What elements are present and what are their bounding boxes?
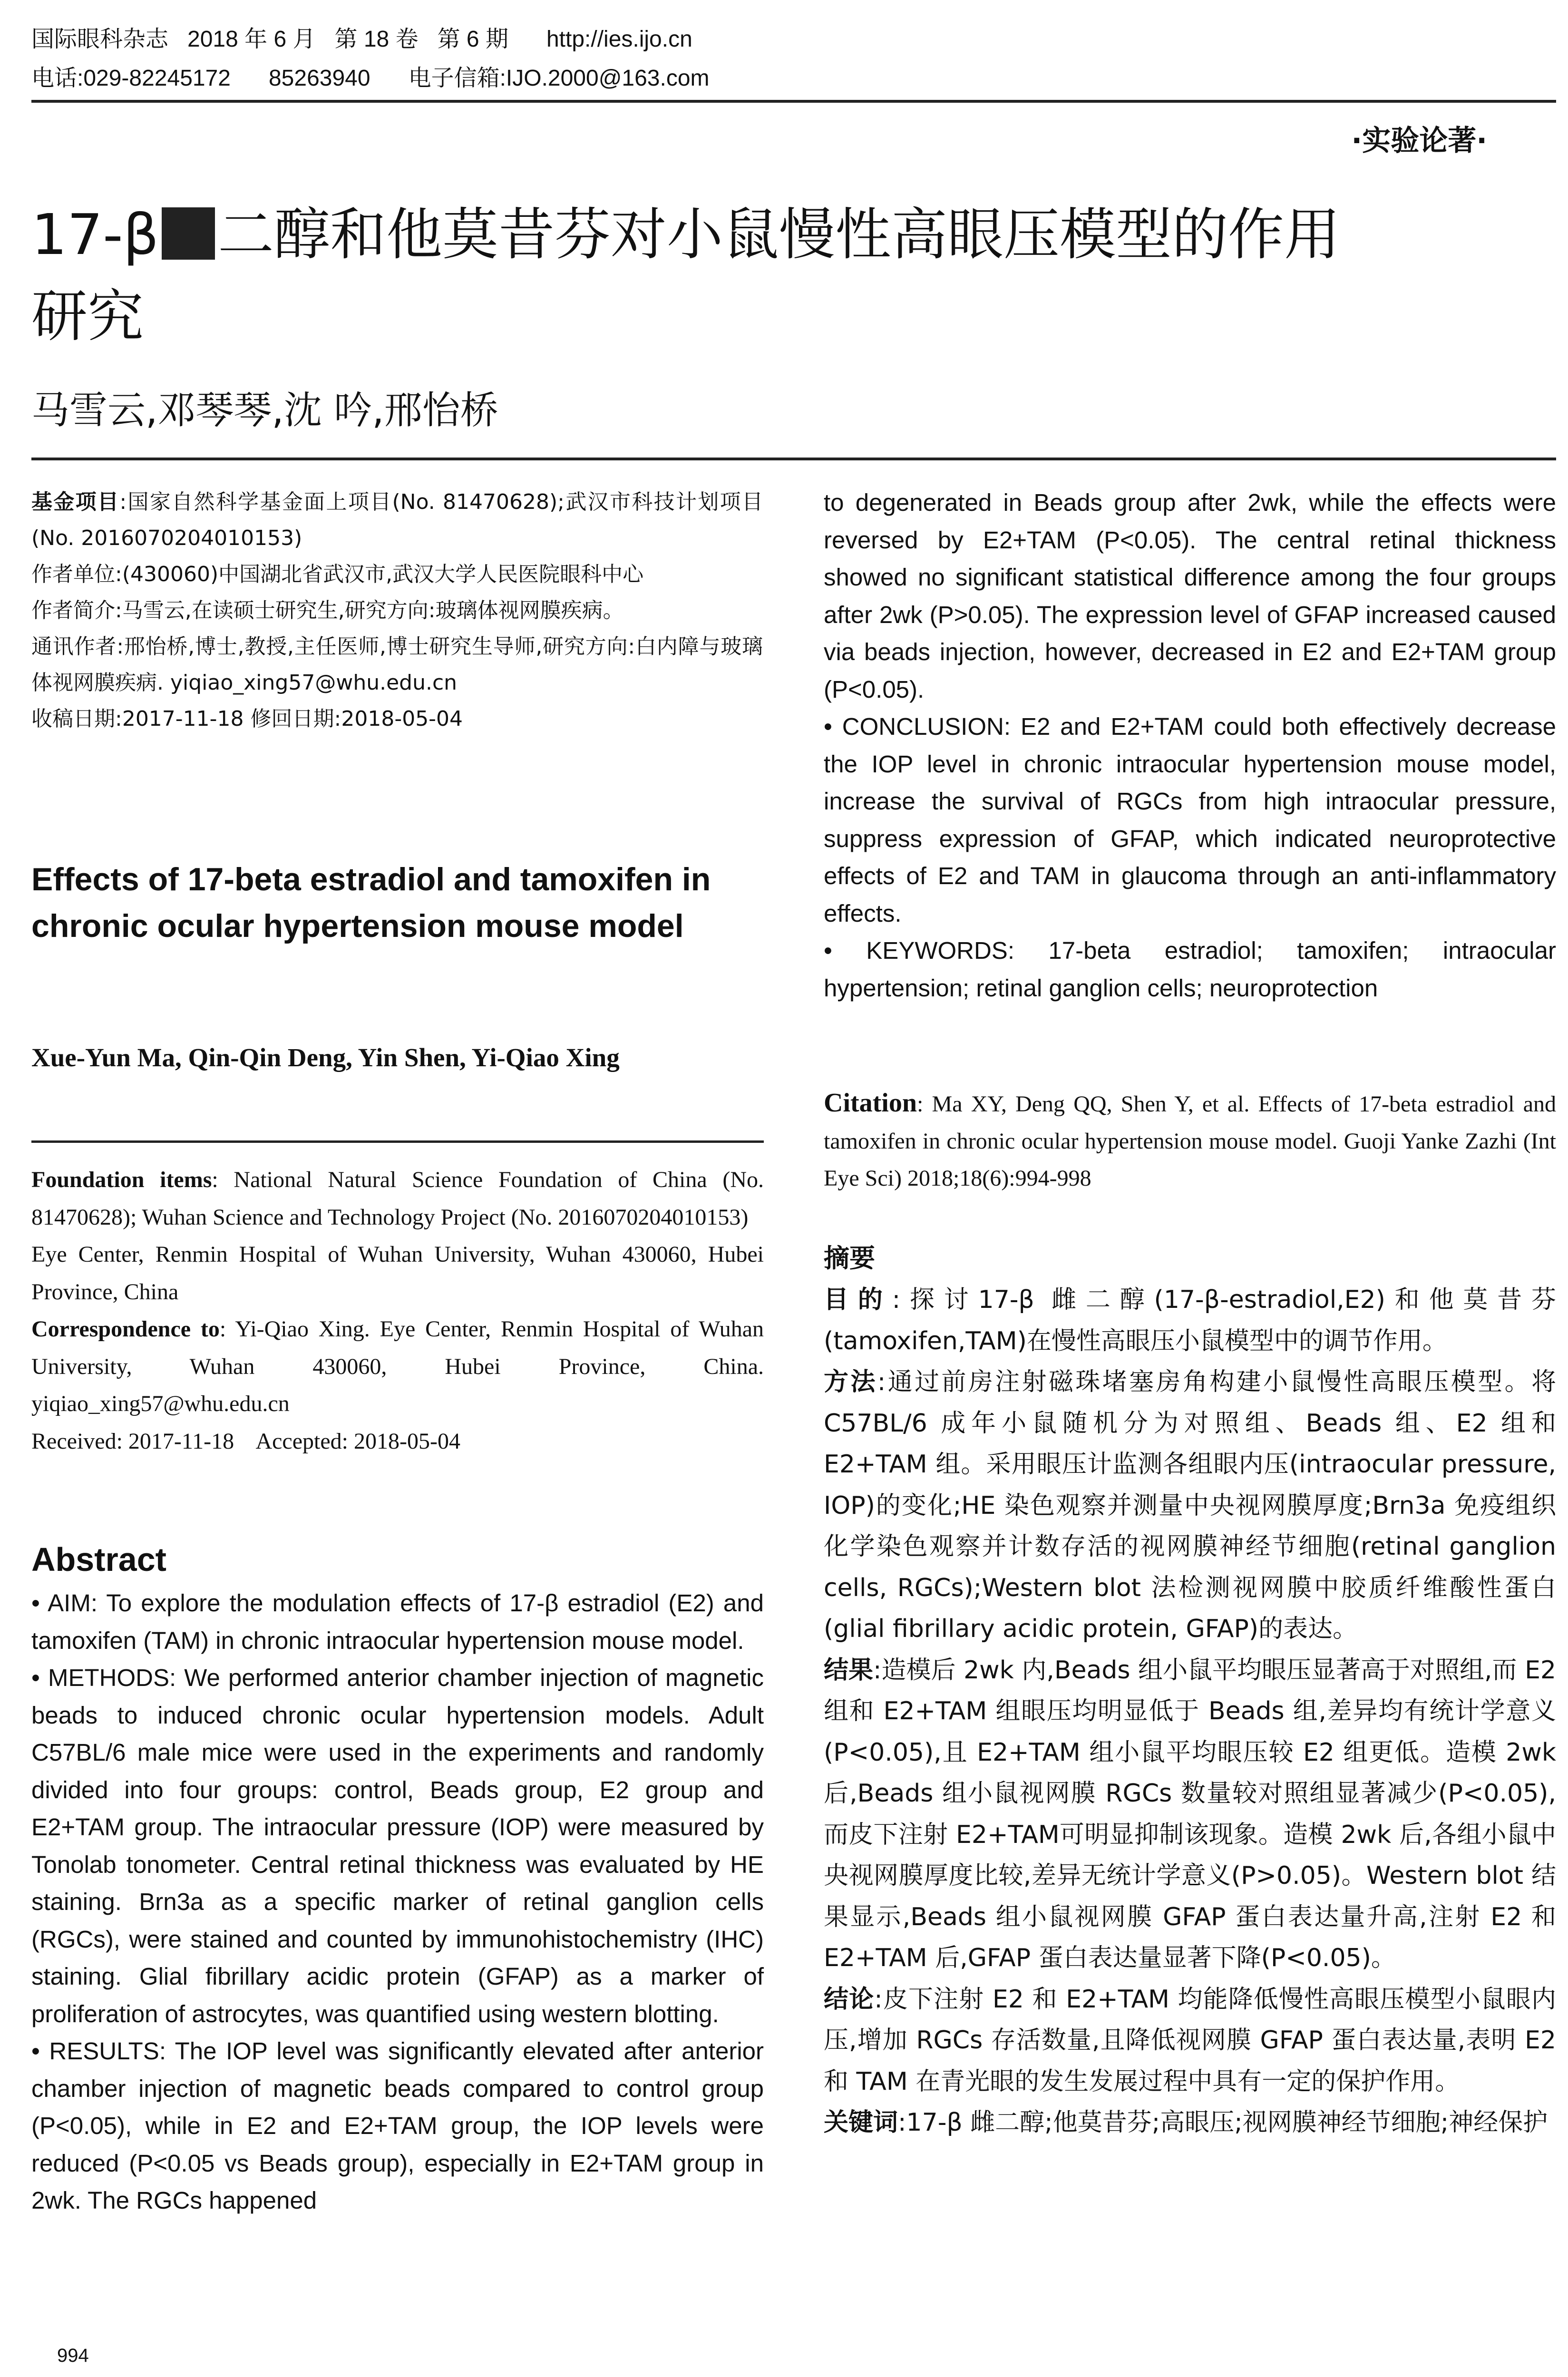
abstract-methods: • METHODS: We performed anterior chamber injection of magnetic beads to induced chronic ocular hypertension models. Adult C57BL/6 male mice were used in the experiments and randomly divided into four groups: control, Beads group, E2 group and E2+TAM group. The intraocular pressure (IOP) were measured by Tonolab tonometer. Central retinal thickness was evaluated by HE staining. Brn3a as a specific marker of retinal ganglion cells (RGCs), were stained and counted by immunohistochemistry (IHC) staining. Glial fibrillary acidic protein (GFAP) as a marker of proliferation of astrocytes, was quantified using western blotting.	[31, 1664, 764, 2027]
foundation-en-text: : National Natural Science Foundation of China (No. 81470628); Wuhan Science and Technology Project (No. 2016070204010153)	[31, 1167, 764, 1230]
methods-cn-label: 方法	[824, 1368, 877, 1396]
abstract-cn-methods	[824, 1362, 1556, 1650]
authors-en: Xue-Yun Ma, Qin-Qin Deng, Yin Shen, Yi-Qiao Xing	[31, 1043, 620, 1072]
abstract-results-cont: to degenerated in Beads group after 2wk, while the effects were reversed by E2+TAM (P<0.05). The central retinal thickness showed no significant statistical difference among the four groups after 2wk (P>0.05). The expression level of GFAP increased caused via beads injection, however, decreased in E2 and E2+TAM group (P<0.05).	[824, 489, 1556, 703]
unit-cn: 作者单位:(430060)中国湖北省武汉市,武汉大学人民医院眼科中心	[31, 562, 644, 586]
aim-cn-text: :探讨17-β 雌二醇(17-β-estradiol,E2)和他莫昔芬(tamoxifen,TAM)在慢性高眼压小鼠模型中的调节作用。	[824, 1286, 1556, 1355]
header-line-1: 国际眼科杂志 2018 年 6 月 第 18 卷 第 6 期 http://ies.ijo.cn	[31, 27, 692, 52]
keywords-cn-label: 关键词	[824, 2108, 898, 2137]
foundation-en-label: Foundation items	[31, 1167, 212, 1192]
title-en: Effects of 17-beta estradiol and tamoxifen in chronic ocular hypertension mouse model	[31, 861, 711, 944]
foundation-en	[31, 1161, 764, 1236]
page-number: 994	[57, 2345, 89, 2366]
abstract-keywords: • KEYWORDS: 17-beta estradiol; tamoxifen; intraocular hypertension; retinal ganglion cells; neuroprotection	[824, 937, 1556, 1002]
fund-cn-text: :国家自然科学基金面上项目(No. 81470628);武汉市科技计划项目(No. 2016070204010153)	[31, 490, 763, 550]
dates-cn: 收稿日期:2017-11-18 修回日期:2018-05-04	[31, 707, 463, 731]
title-cn-rest: 二醇和他莫昔芬对小鼠慢性高眼压模型的作用	[218, 202, 1341, 267]
conclusion-cn-text: :皮下注射 E2 和 E2+TAM 均能降低慢性高眼压模型小鼠眼内压,增加 RGCs 存活数量,且降低视网膜 GFAP 蛋白表达量,表明 E2 和 TAM 在青光眼的发生发展过程中具有一定的保护作用。	[824, 1985, 1556, 2096]
abstract-heading: Abstract	[31, 1541, 166, 1578]
section-tag: ·实验论著·	[1351, 124, 1487, 157]
citation-text: : Ma XY, Deng QQ, Shen Y, et al. Effects of 17-beta estradiol and tamoxifen in chronic ocular hypertension mouse model. Guoji Yanke Zazhi (Int Eye Sci) 2018;18(6):994-998	[824, 1091, 1556, 1191]
results-cn-label: 结果	[824, 1656, 874, 1685]
keywords-cn-text: :17-β 雌二醇;他莫昔芬;高眼压;视网膜神经节细胞;神经保护	[898, 2108, 1548, 2137]
abstract-cn-heading: 摘要	[824, 1243, 875, 1273]
methods-cn-text: :通过前房注射磁珠堵塞房角构建小鼠慢性高眼压模型。将 C57BL/6 成年小鼠随机分为对照组、Beads 组、E2 组和 E2+TAM 组。采用眼压计监测各组眼内压(intraocular pressure, IOP)的变化;HE 染色观察并测量中央视网膜厚度;Brn3a 免疫组织化学染色观察并计数存活的视网膜神经节细胞(retinal ganglion cells, RGCs);Western blot 法检测视网膜中胶质纤维酸性蛋白(glial fibrillary acidic protein, GFAP)的表达。	[824, 1368, 1556, 1643]
citation	[824, 1084, 1556, 1197]
authors-rule	[31, 1140, 764, 1143]
fund-cn	[31, 484, 763, 556]
abstract-cn-conclusion	[824, 1979, 1556, 2103]
conclusion-cn-label: 结论	[824, 1985, 875, 2014]
aim-cn-label: 目的	[824, 1286, 892, 1314]
abstract-cn	[824, 1279, 1556, 2143]
abstract-cn-aim	[824, 1279, 1556, 1362]
affiliation-en: Eye Center, Renmin Hospital of Wuhan University, Wuhan 430060, Hubei Province, China	[31, 1242, 764, 1305]
header-rule	[31, 100, 1556, 103]
fund-cn-label: 基金项目	[31, 490, 120, 514]
page-title-cn-line2: 研究	[31, 283, 144, 349]
dates-en: Received: 2017-11-18 Accepted: 2018-05-04	[31, 1428, 460, 1454]
intro-cn: 作者简介:马雪云,在读硕士研究生,研究方向:玻璃体视网膜疾病。	[31, 598, 624, 623]
results-cn-text: :造模后 2wk 内,Beads 组小鼠平均眼压显著高于对照组,而 E2 组和 E2+TAM 组眼压均明显低于 Beads 组,差异均有统计学意义(P<0.05),且 E2+TAM 组小鼠平均眼压较 E2 组更低。造模 2wk 后,Beads 组小鼠视网膜 RGCs 数量较对照组显著减少(P<0.05),而皮下注射 E2+TAM可明显抑制该现象。造模 2wk 后,各组小鼠中央视网膜厚度比较,差异无统计学意义(P>0.05)。Western blot 结果显示,Beads 组小鼠视网膜 GFAP 蛋白表达量升高,注射 E2 和 E2+TAM 后,GFAP 蛋白表达量显著下降(P<0.05)。	[824, 1656, 1557, 1972]
authors-cn: 马雪云,邓琴琴,沈 吟,邢怡桥	[31, 388, 498, 432]
correspondence-en	[31, 1311, 764, 1423]
corr-cn: 通讯作者:邢怡桥,博士,教授,主任医师,博士研究生导师,研究方向:白内障与玻璃体视网膜疾病. yiqiao_xing57@whu.edu.cn	[31, 634, 763, 695]
citation-label: Citation	[824, 1088, 917, 1118]
article-info-cn	[31, 484, 763, 737]
correspondence-en-label: Correspondence to	[31, 1316, 220, 1342]
abstract-conclusion: • CONCLUSION: E2 and E2+TAM could both effectively decrease the IOP level in chronic intraocular hypertension mouse model, increase the survival of RGCs from high intraocular pressure, suppress expression of GFAP, which indicated neuroprotective effects of E2 and TAM in glaucoma through an anti-inflammatory effects.	[824, 713, 1556, 927]
article-info-en	[31, 1161, 764, 1460]
abstract-cn-results	[824, 1650, 1556, 1979]
redacted-character	[162, 207, 215, 260]
title-rule	[31, 458, 1556, 460]
abstract-aim: • AIM: To explore the modulation effects of 17-β estradiol (E2) and tamoxifen (TAM) in chronic intraocular hypertension mouse model.	[31, 1589, 764, 1654]
abstract-left	[31, 1585, 764, 2220]
header-line-2: 电话:029-82245172 85263940 电子信箱:IJO.2000@163.com	[31, 66, 710, 91]
abstract-right	[824, 484, 1556, 1007]
correspondence-en-text: : Yi-Qiao Xing. Eye Center, Renmin Hospital of Wuhan University, Wuhan 430060, Hubei Province, China. yiqiao_xing57@whu.edu.cn	[31, 1316, 764, 1416]
abstract-results: • RESULTS: The IOP level was significantly elevated after anterior chamber injection of magnetic beads compared to control group (P<0.05), while in E2 and E2+TAM group, the IOP levels were reduced (P<0.05 vs Beads group), especially in E2+TAM group in 2wk. The RGCs happened	[31, 2037, 764, 2214]
page-title-cn	[31, 199, 1558, 270]
abstract-cn-keywords	[824, 2102, 1556, 2143]
title-cn-prefix: 17-β	[31, 202, 159, 267]
